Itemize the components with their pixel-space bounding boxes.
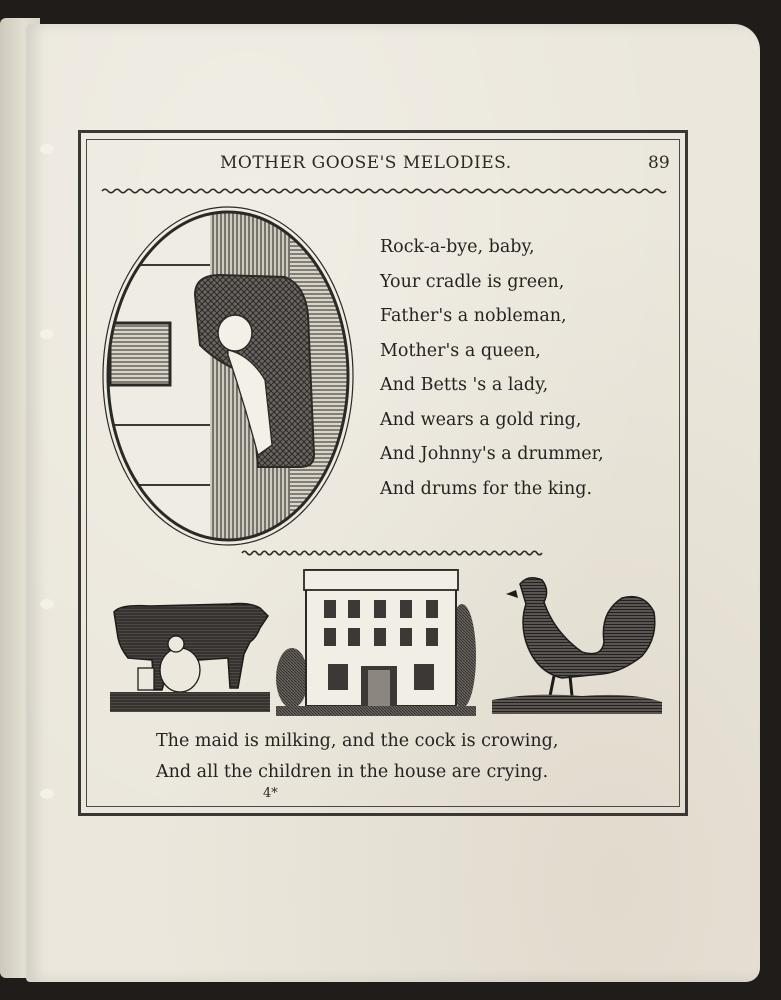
house-window <box>324 600 336 618</box>
poem-line: And Johnny's a drummer, <box>380 444 604 464</box>
binding-stitch <box>40 789 54 799</box>
wavy-rule-top <box>102 184 662 198</box>
poem-line: Mother's a queen, <box>380 340 541 361</box>
house-window <box>414 664 434 690</box>
poem-rock-a-bye-baby <box>380 230 670 506</box>
rooster-woodcut <box>492 572 662 718</box>
house-woodcut <box>276 566 476 718</box>
poem-line: And Betts 's a lady, <box>380 375 549 395</box>
house-window <box>374 600 386 618</box>
binding-stitch <box>40 329 54 339</box>
house-window <box>374 628 386 646</box>
house-window <box>348 628 360 646</box>
caption-line: And all the children in the house are crying. <box>156 762 549 782</box>
poem-line: Rock-a-bye, baby, <box>380 237 535 257</box>
running-title: MOTHER GOOSE'S MELODIES. <box>220 153 512 173</box>
binding-stitch <box>40 599 54 609</box>
poem-line: And drums for the king. <box>380 478 593 499</box>
caption-line: The maid is milking, and the cock is crowing, <box>156 731 559 751</box>
cow-and-milkmaid-woodcut <box>110 598 270 716</box>
wavy-rule-middle <box>242 546 542 560</box>
poem-line: And wears a gold ring, <box>380 409 582 430</box>
poem-line: Father's a nobleman, <box>380 306 567 326</box>
house-window <box>348 600 360 618</box>
poem-line: Your cradle is green, <box>380 271 565 292</box>
baby-in-cradle-woodcut <box>100 205 356 547</box>
page-number: 89 <box>648 153 670 173</box>
house-window <box>426 600 438 618</box>
caption-milkmaid-verse <box>156 726 656 788</box>
house-window <box>400 628 412 646</box>
house-window <box>324 628 336 646</box>
house-window <box>328 664 348 690</box>
binding-stitch <box>40 144 54 154</box>
house-window <box>426 628 438 646</box>
house-window <box>400 600 412 618</box>
printer-signature-mark: 4* <box>263 786 278 801</box>
